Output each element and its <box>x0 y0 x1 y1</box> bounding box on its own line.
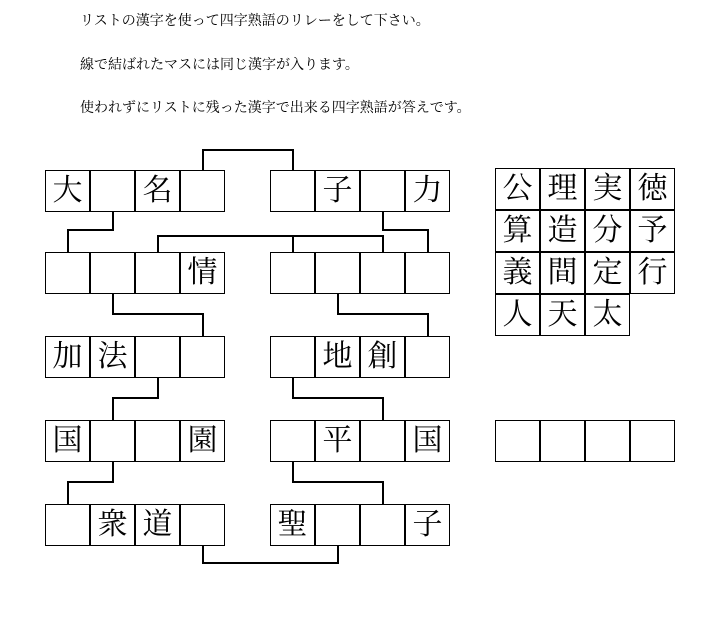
kanji-cell: 子 <box>315 170 360 212</box>
kanji-cell: 名 <box>135 170 180 212</box>
kanji-cell: 大 <box>45 170 90 212</box>
blank-cell[interactable] <box>360 420 405 462</box>
blank-cell[interactable] <box>360 252 405 294</box>
list-kanji-cell: 定 <box>585 252 630 294</box>
blank-cell[interactable] <box>90 170 135 212</box>
blank-cell[interactable] <box>180 170 225 212</box>
connector-line <box>68 462 113 504</box>
list-kanji-cell: 徳 <box>630 168 675 210</box>
blank-cell[interactable] <box>315 252 360 294</box>
blank-cell[interactable] <box>405 252 450 294</box>
blank-cell[interactable] <box>45 252 90 294</box>
kanji-cell: 地 <box>315 336 360 378</box>
connector-line <box>113 378 158 420</box>
kanji-cell: 園 <box>180 420 225 462</box>
blank-cell[interactable] <box>270 420 315 462</box>
answer-cell[interactable] <box>540 420 585 462</box>
blank-cell[interactable] <box>270 170 315 212</box>
blank-cell[interactable] <box>405 336 450 378</box>
kanji-cell: 加 <box>45 336 90 378</box>
blank-cell[interactable] <box>270 336 315 378</box>
blank-cell[interactable] <box>45 504 90 546</box>
list-kanji-cell: 実 <box>585 168 630 210</box>
answer-cell[interactable] <box>585 420 630 462</box>
kanji-cell: 子 <box>405 504 450 546</box>
kanji-cell: 力 <box>405 170 450 212</box>
answer-cell[interactable] <box>495 420 540 462</box>
list-kanji-cell: 分 <box>585 210 630 252</box>
blank-cell[interactable] <box>135 252 180 294</box>
blank-cell[interactable] <box>135 336 180 378</box>
kanji-cell: 平 <box>315 420 360 462</box>
kanji-cell: 聖 <box>270 504 315 546</box>
blank-cell[interactable] <box>360 170 405 212</box>
list-kanji-cell: 公 <box>495 168 540 210</box>
instruction-line-1: リストの漢字を使って四字熟語のリレーをして下さい。 <box>80 13 430 29</box>
list-kanji-cell: 理 <box>540 168 585 210</box>
list-kanji-cell: 行 <box>630 252 675 294</box>
blank-cell[interactable] <box>180 336 225 378</box>
list-kanji-cell: 人 <box>495 294 540 336</box>
kanji-cell: 国 <box>45 420 90 462</box>
list-kanji-cell: 造 <box>540 210 585 252</box>
blank-cell[interactable] <box>315 504 360 546</box>
blank-cell[interactable] <box>180 504 225 546</box>
connector-line <box>203 546 338 563</box>
connector-line <box>338 294 428 336</box>
kanji-cell: 国 <box>405 420 450 462</box>
connector-line <box>383 212 428 252</box>
blank-cell[interactable] <box>270 252 315 294</box>
kanji-cell: 創 <box>360 336 405 378</box>
blank-cell[interactable] <box>135 420 180 462</box>
list-kanji-cell: 太 <box>585 294 630 336</box>
kanji-cell: 法 <box>90 336 135 378</box>
list-kanji-cell: 天 <box>540 294 585 336</box>
connector-line <box>293 378 383 420</box>
kanji-cell: 情 <box>180 252 225 294</box>
list-kanji-cell: 予 <box>630 210 675 252</box>
blank-cell[interactable] <box>360 504 405 546</box>
instruction-line-3: 使われずにリストに残った漢字で出来る四字熟語が答えです。 <box>80 100 471 116</box>
blank-cell[interactable] <box>90 252 135 294</box>
kanji-cell: 道 <box>135 504 180 546</box>
blank-cell[interactable] <box>90 420 135 462</box>
connector-line <box>158 236 383 252</box>
list-kanji-cell: 算 <box>495 210 540 252</box>
connector-line <box>68 212 113 252</box>
instruction-line-2: 線で結ばれたマスには同じ漢字が入ります。 <box>80 57 359 73</box>
list-kanji-cell: 間 <box>540 252 585 294</box>
connector-line <box>203 150 293 170</box>
answer-cell[interactable] <box>630 420 675 462</box>
connector-line <box>293 462 383 504</box>
connector-line <box>113 294 203 336</box>
list-kanji-cell: 義 <box>495 252 540 294</box>
kanji-cell: 衆 <box>90 504 135 546</box>
